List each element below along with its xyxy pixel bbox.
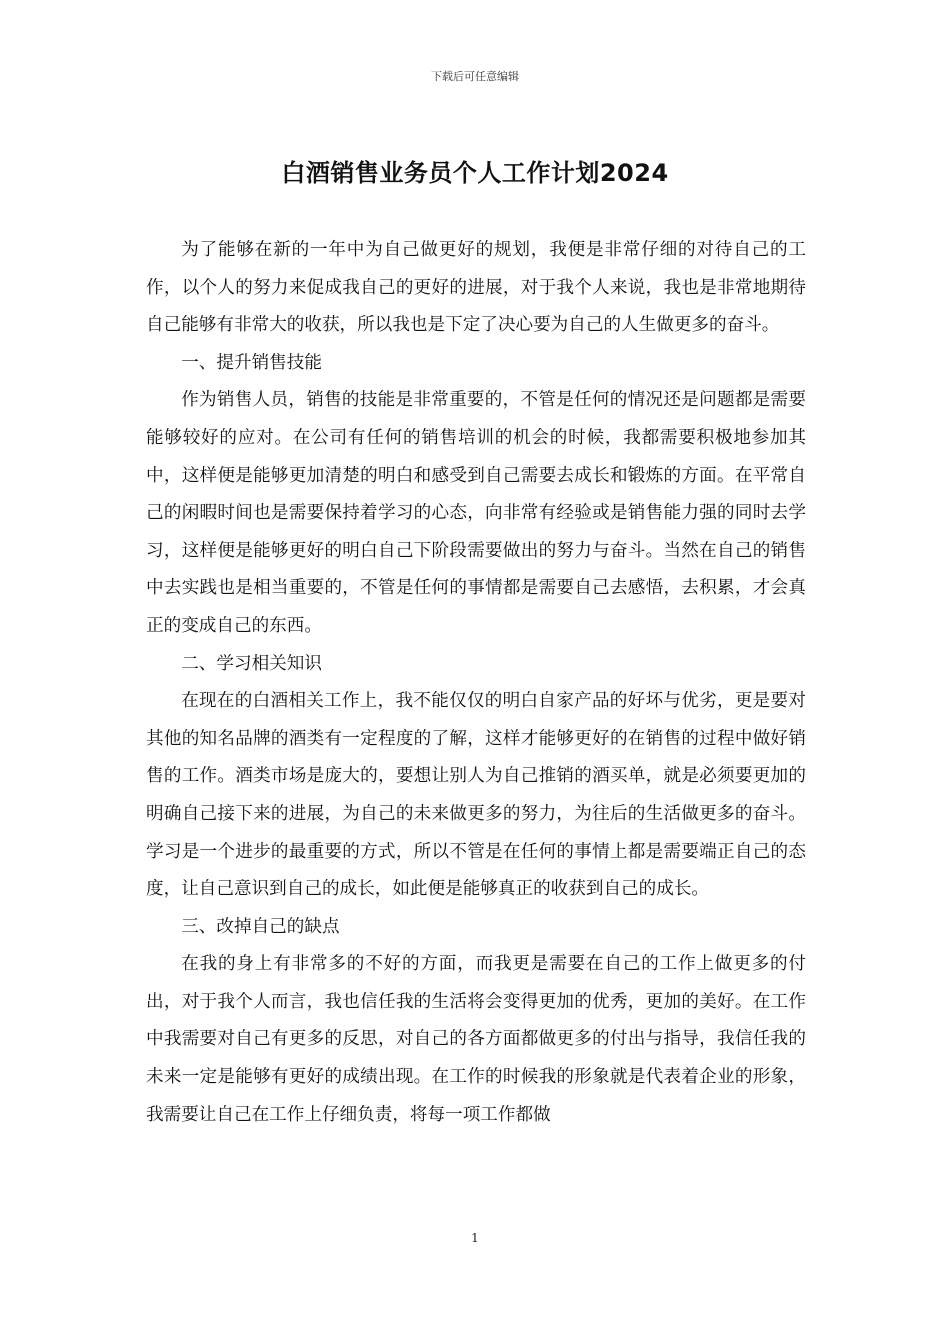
page-number: 1 <box>471 1231 479 1245</box>
section-heading-1: 一、提升销售技能 <box>181 352 322 373</box>
section-1-paragraph: 作为销售人员，销售的技能是非常重要的，不管是任何的情况还是问题都是需要能够较好的应对。在公司有任何的销售培训的机会的时候，我都需要积极地参加其中，这样便是能够更加清楚的明白和感受到自己需要去成长和锻炼的方面。在平常自己的闲暇时间也是需要保持着学习的心态，向非常有经验或是销售能力强的同时去学习，这样便是能够更好的明白自己下阶段需要做出的努力与奋斗。当然在自己的销售中去实践也是相当重要的，不管是任何的事情都是需要自己去感悟，去积累，才会真正的变成自己的东西。 <box>146 390 806 636</box>
header-note: 下载后可任意编辑 <box>431 70 519 83</box>
section-heading-3: 三、改掉自己的缺点 <box>181 916 340 937</box>
section-3-paragraph: 在我的身上有非常多的不好的方面，而我更是需要在自己的工作上做更多的付出，对于我个人而言，我也信任我的生活将会变得更加的优秀，更加的美好。在工作中我需要对自己有更多的反思，对自己的各方面都做更多的付出与指导，我信任我的未来一定是能够有更好的成绩出现。在工作的时候我的形象就是代表着企业的形象，我需要让自己在工作上仔细负责，将每一项工作都做 <box>146 954 806 1125</box>
section-heading-2: 二、学习相关知识 <box>181 653 322 674</box>
intro-paragraph: 为了能够在新的一年中为自己做更好的规划，我便是非常仔细的对待自己的工作，以个人的努力来促成我自己的更好的进展，对于我个人来说，我也是非常地期待自己能够有非常大的收获，所以我也是下定了决心要为自己的人生做更多的奋斗。 <box>146 240 806 336</box>
document-title: 白酒销售业务员个人工作计划2024 <box>281 159 669 187</box>
document-body <box>146 232 806 1134</box>
section-2-paragraph: 在现在的白酒相关工作上，我不能仅仅的明白自家产品的好坏与优劣，更是要对其他的知名品牌的酒类有一定程度的了解，这样才能够更好的在销售的过程中做好销售的工作。酒类市场是庞大的，要想让别人为自己推销的酒买单，就是必须要更加的明确自己接下来的进展，为自己的未来做更多的努力，为往后的生活做更多的奋斗。学习是一个进步的最重要的方式，所以不管是在任何的事情上都是需要端正自己的态度，让自己意识到自己的成长，如此便是能够真正的收获到自己的成长。 <box>146 691 806 900</box>
